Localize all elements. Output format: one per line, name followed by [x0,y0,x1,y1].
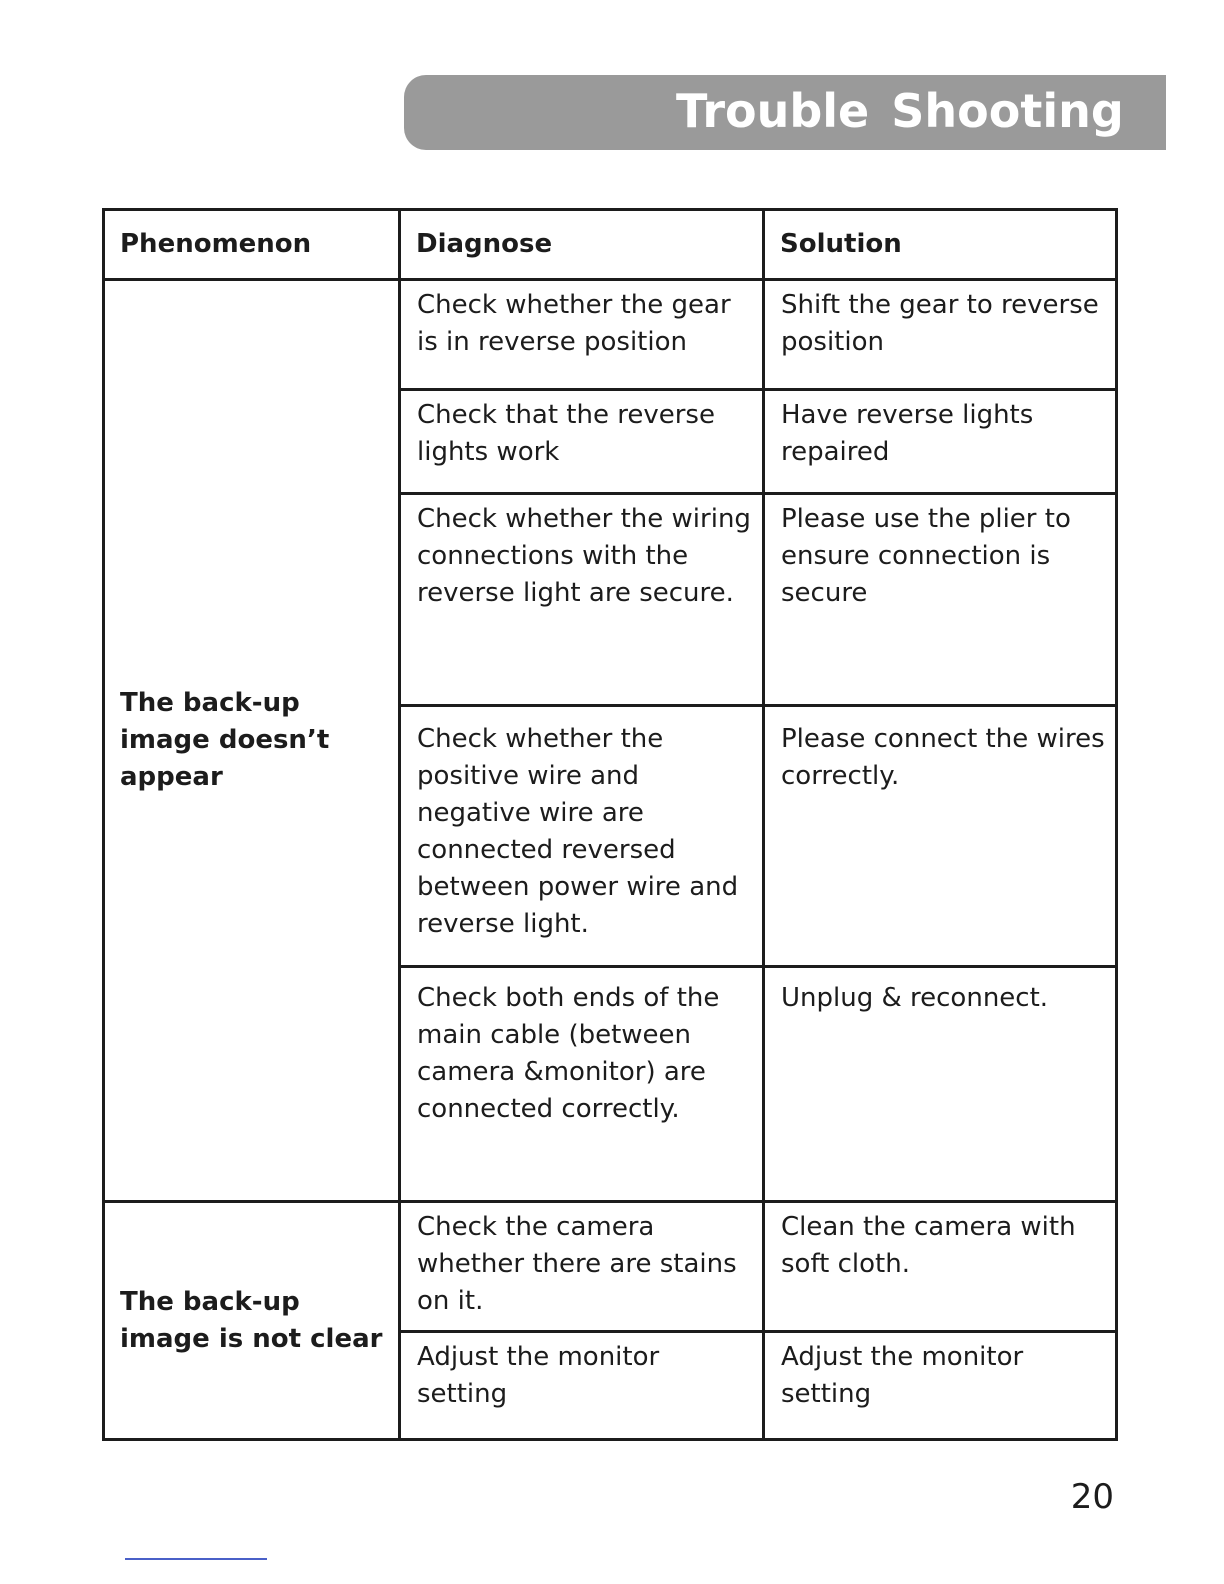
solution-cell: Please connect the wires correctly. [764,706,1117,967]
solution-cell: Please use the plier to ensure connection is secure [764,494,1117,706]
solution-cell: Unplug & reconnect. [764,967,1117,1202]
diagnose-cell: Check whether the positive wire and negative wire are connected reversed between power wire and reverse light. [400,706,764,967]
table-row [104,1202,1117,1332]
solution-cell: Adjust the monitor setting [764,1332,1117,1440]
diagnose-cell: Check whether the wiring connections with the reverse light are secure. [400,494,764,706]
phenomenon-cell: The back-up image doesn’t appear [104,280,400,1202]
page-number: 20 [1070,1477,1114,1517]
phenomenon-cell: The back-up image is not clear [104,1202,400,1440]
column-header-solution: Solution [764,210,1117,280]
table-header-row [104,210,1117,280]
diagnose-cell: Check both ends of the main cable (between camera &monitor) are connected correctly. [400,967,764,1202]
diagnose-cell: Check the camera whether there are stains on it. [400,1202,764,1332]
diagnose-cell: Check whether the gear is in reverse position [400,280,764,390]
page-title: Trouble Shooting [676,84,1124,138]
column-header-phenomenon: Phenomenon [104,210,400,280]
footer-divider [125,1558,267,1560]
solution-cell: Have reverse lights repaired [764,390,1117,494]
column-header-diagnose: Diagnose [400,210,764,280]
diagnose-cell: Check that the reverse lights work [400,390,764,494]
diagnose-cell: Adjust the monitor setting [400,1332,764,1440]
troubleshooting-table [102,208,1118,1441]
solution-cell: Shift the gear to reverse position [764,280,1117,390]
solution-cell: Clean the camera with soft cloth. [764,1202,1117,1332]
table-row [104,280,1117,390]
